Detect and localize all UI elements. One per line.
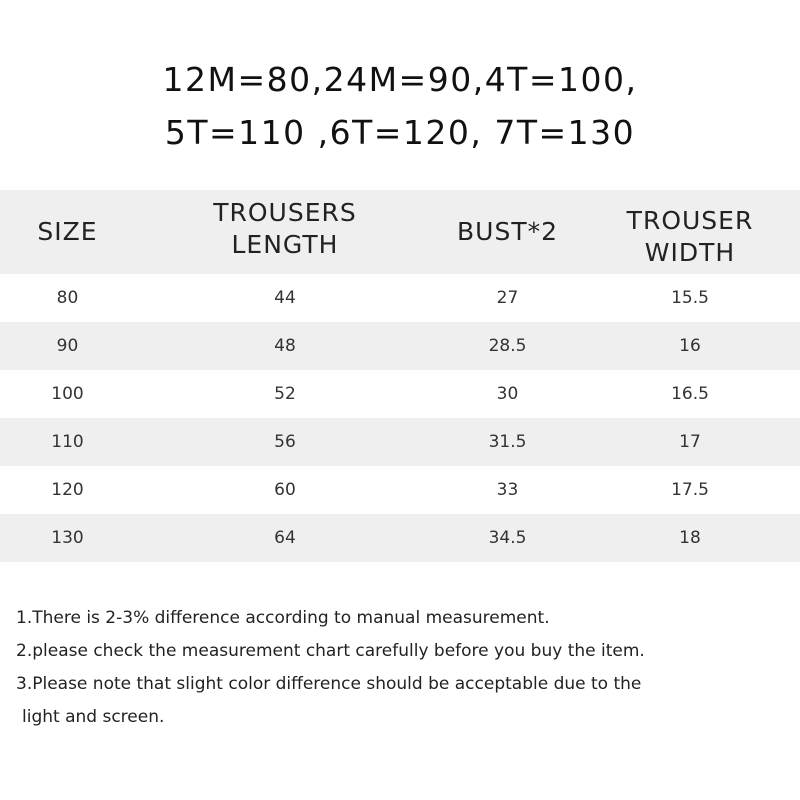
header-bust-label: BUST*2 — [457, 217, 558, 246]
header-trousers-length-line2: LENGTH — [231, 230, 339, 259]
cell-trouser-width: 16.5 — [671, 384, 709, 404]
cell-trouser-width: 17 — [679, 432, 701, 452]
cell-trousers-length: 52 — [274, 384, 296, 404]
cell-trousers-length: 48 — [274, 336, 296, 356]
table-row — [0, 322, 800, 370]
cell-trouser-width: 17.5 — [671, 480, 709, 500]
table-row — [0, 466, 800, 514]
header-trouser-width-line1: TROUSER — [626, 206, 754, 235]
note-1: 1.There is 2-3% difference according to manual measurement. — [16, 608, 550, 628]
size-chart-table — [0, 190, 800, 562]
cell-trousers-length: 56 — [274, 432, 296, 452]
notes-list — [16, 602, 796, 734]
cell-trousers-length: 60 — [274, 480, 296, 500]
header-bust — [435, 190, 580, 274]
cell-bust: 31.5 — [488, 432, 527, 452]
note-3: 3.Please note that slight color difference should be acceptable due to the — [16, 674, 642, 694]
header-size-label: SIZE — [37, 217, 98, 246]
table-row — [0, 418, 800, 466]
table-row — [0, 274, 800, 322]
table-header-row — [0, 190, 800, 274]
cell-bust: 30 — [496, 384, 519, 404]
header-trousers-length — [135, 190, 435, 274]
cell-trousers-length: 44 — [274, 288, 296, 308]
cell-size: 100 — [51, 384, 84, 404]
cell-bust: 27 — [496, 288, 519, 308]
cell-size: 80 — [56, 288, 79, 308]
cell-size: 90 — [56, 336, 79, 356]
title-line-1: 12M=80,24M=90,4T=100, — [162, 60, 638, 99]
cell-size: 130 — [51, 528, 84, 548]
table-row — [0, 514, 800, 562]
note-2: 2.please check the measurement chart carefully before you buy the item. — [16, 641, 645, 661]
header-trouser-width-line2: WIDTH — [644, 238, 736, 267]
header-trousers-length-line1: TROUSERS — [213, 198, 357, 227]
cell-bust: 34.5 — [488, 528, 527, 548]
cell-bust: 28.5 — [488, 336, 527, 356]
table-row — [0, 370, 800, 418]
cell-trouser-width: 16 — [679, 336, 701, 356]
cell-size: 110 — [51, 432, 84, 452]
cell-trouser-width: 15.5 — [671, 288, 709, 308]
cell-bust: 33 — [496, 480, 519, 500]
cell-trouser-width: 18 — [679, 528, 701, 548]
cell-size: 120 — [51, 480, 84, 500]
header-size — [0, 190, 135, 274]
header-trouser-width — [580, 190, 800, 274]
note-3-continued: light and screen. — [22, 707, 165, 727]
cell-trousers-length: 64 — [274, 528, 296, 548]
title-line-2: 5T=110 ,6T=120, 7T=130 — [164, 113, 636, 152]
